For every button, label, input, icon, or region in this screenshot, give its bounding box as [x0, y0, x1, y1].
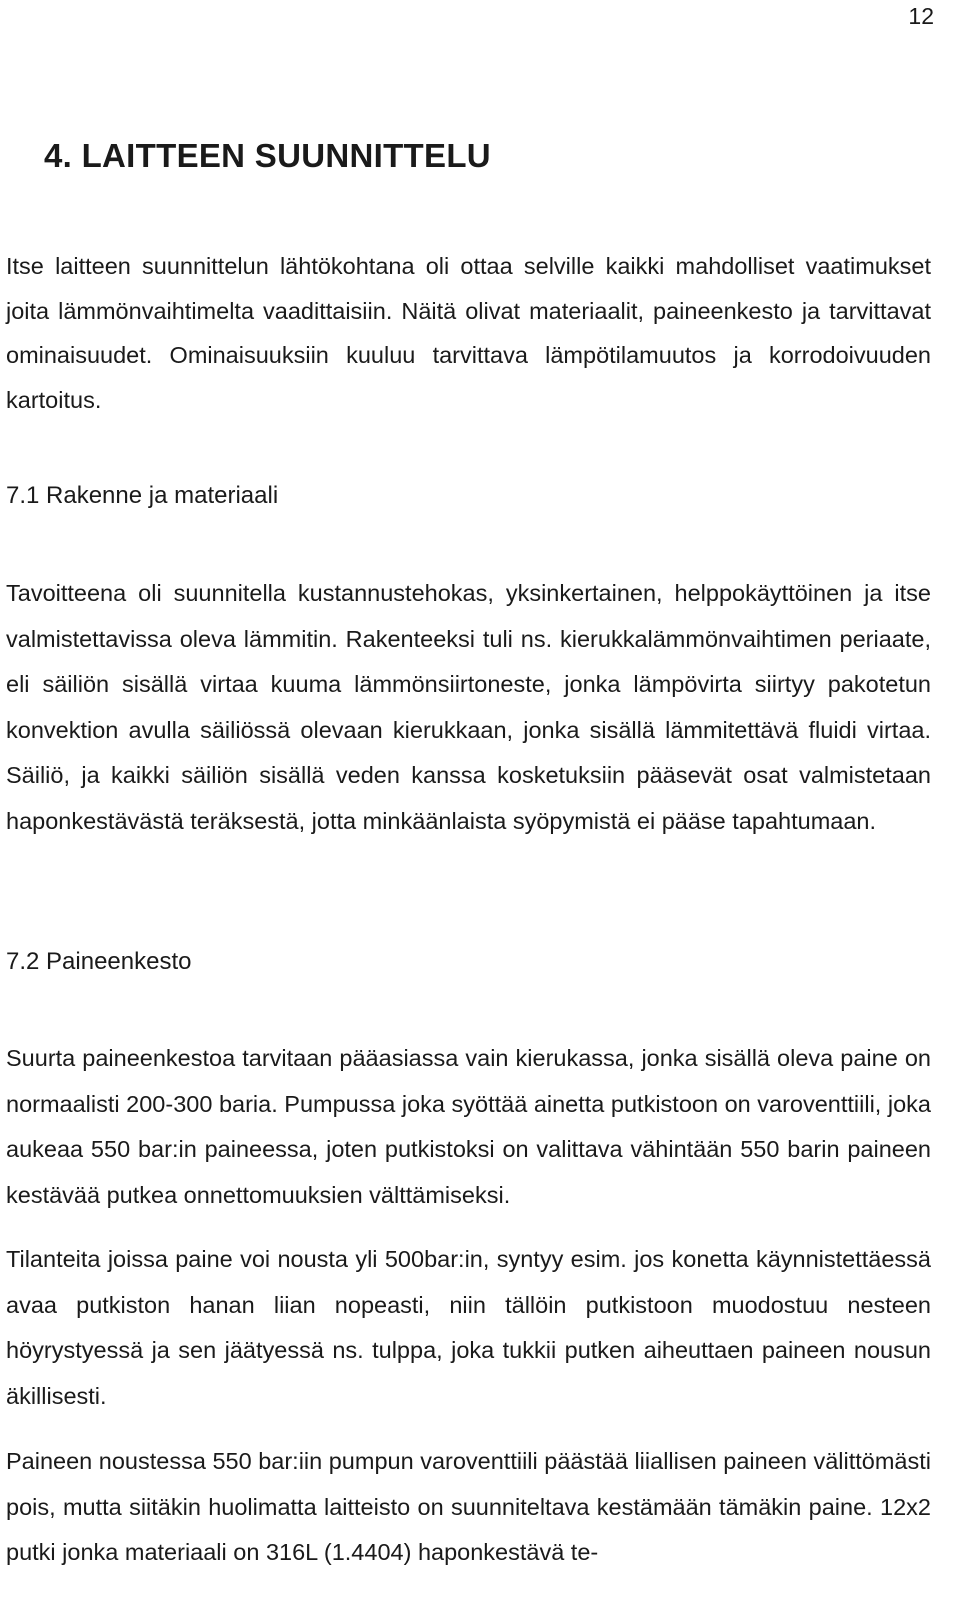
page-number: 12 — [908, 3, 934, 29]
chapter-heading: 4. LAITTEEN SUUNNITTELU — [44, 137, 491, 174]
paragraph-paineenkesto: Suurta paineenkestoa tarvitaan pääasiassa vain kierukassa, jonka sisällä oleva paine on normaalisti 200-300 baria. Pumpussa joka syöttää ainetta putkistoon on varoventtiili, joka aukeaa 550 bar:in paineessa, joten putkistoksi on valittava vähintään 550 barin paineen kestävää putkea onnettomuuksien välttämiseksi. — [6, 1045, 931, 1208]
paragraph-tilanteita: Tilanteita joissa paine voi nousta yli 500bar:in, syntyy esim. jos konetta käynnistettäessä avaa putkiston hanan liian nopeasti, niin tällöin putkistoon muodostuu nesteen höyrystyessä ja sen jäätyessä ns. tulppa, joka tukkii putken aiheuttaen paineen nousun äkillisesti. — [6, 1246, 931, 1409]
paragraph-paineen-noustessa: Paineen noustessa 550 bar:iin pumpun varoventtiili päästää liiallisen paineen välittömästi pois, mutta siitäkin huolimatta laitteisto on suunniteltava kestämään tämäkin paine. 12x2 putki jonka materiaali on 316L (1.4404) haponkestävä te- — [6, 1448, 931, 1565]
intro-paragraph: Itse laitteen suunnittelun lähtökohtana oli ottaa selville kaikki mahdolliset vaatimukset joita lämmönvaihtimelta vaadittaisiin. Näitä olivat materiaalit, paineenkesto ja tarvittavat ominaisuudet. Ominaisuuksiin kuuluu tarvittava lämpötilamuutos ja korrodoivuuden kartoitus. — [6, 253, 931, 414]
section-heading-7-2: 7.2 Paineenkesto — [6, 948, 192, 975]
paragraph-rakenne: Tavoitteena oli suunnitella kustannustehokas, yksinkertainen, helppokäyttöinen ja itse valmistettavissa oleva lämmitin. Rakenteeksi tuli ns. kierukkalämmönvaihtimen periaate, eli säiliön sisällä virtaa kuuma lämmönsiirtoneste, jonka lämpövirta siirtyy pakotetun konvektion avulla säiliössä olevaan kierukkaan, jonka sisällä lämmitettävä fluidi virtaa. Säiliö, ja kaikki säiliön sisällä veden kanssa kosketuksiin pääsevät osat valmistetaan haponkestävästä teräksestä, jotta minkäänlaista syöpymistä ei pääse tapahtumaan. — [6, 580, 931, 834]
section-heading-7-1: 7.1 Rakenne ja materiaali — [6, 482, 279, 509]
